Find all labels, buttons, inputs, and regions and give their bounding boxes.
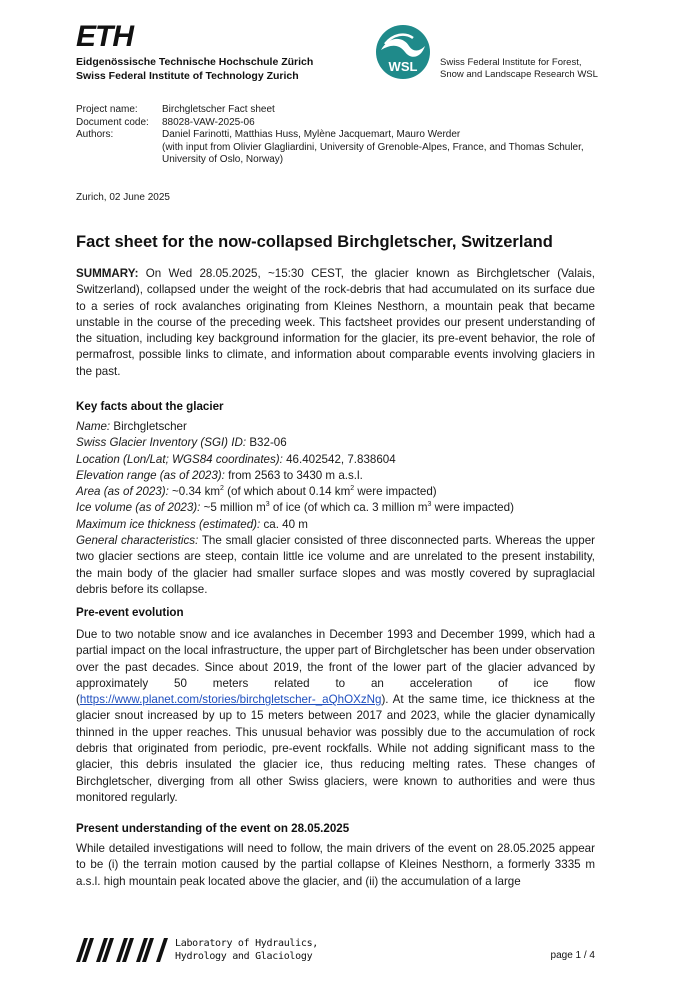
meta-code-key: Document code: bbox=[76, 116, 149, 128]
wsl-logo-text: WSL bbox=[388, 59, 418, 74]
fact-value: ~0.34 km bbox=[168, 485, 221, 499]
fact-value: were impacted) bbox=[431, 501, 514, 515]
fact-sgi-id bbox=[76, 435, 595, 451]
meta-authors-names: Daniel Farinotti, Matthias Huss, Mylène Jacquemart, Mauro Werder bbox=[162, 129, 461, 141]
meta-project-key: Project name: bbox=[76, 104, 138, 115]
page-title: Fact sheet for the now-collapsed Birchgletscher, Switzerland bbox=[76, 233, 553, 251]
fact-value: of ice (of which ca. 3 million m bbox=[269, 501, 428, 515]
meta-project-row bbox=[76, 104, 602, 117]
pre-event-text-2: ). At the same time, ice thickness at the glacier snout increased by up to 15 meters between 2017 and 2023, while the glacier dynamically thinned in the upper reaches. This unusual behavior was possibly due to the accumulation of rock debris that originated from periodic, pre-event rockfalls. While not adding significant mass to the glacier, this debris insulated the glacier ice, thus reducing melting rates. These changes of Birchgletscher, diverging from all other Swiss glaciers, were known to authorities and were thus monitored regularly. bbox=[76, 693, 595, 804]
pre-event-text-1: Due to two notable snow and ice avalanches in December 1993 and December 1999, which had a partial impact on the local infrastructure, the upper part of Birchgletscher has been under observation over the past decades. Since about 2019, the front of the lower part of the glacier advanced by approximately 50 meters related to an acceleration of ice flow ( bbox=[76, 628, 595, 707]
fact-value: from 2563 to 3430 m a.s.l. bbox=[224, 468, 363, 482]
fact-max-thickness bbox=[76, 517, 595, 533]
pre-event-heading: Pre-event evolution bbox=[76, 606, 184, 619]
meta-project-value: Birchgletscher Fact sheet bbox=[162, 104, 275, 115]
fact-ice-volume bbox=[76, 500, 595, 516]
superscript: 2 bbox=[220, 485, 224, 493]
key-facts-heading: Key facts about the glacier bbox=[76, 400, 224, 413]
fact-value: Birchgletscher bbox=[110, 420, 187, 433]
fact-value: ca. 40 m bbox=[260, 517, 308, 531]
summary-lead: SUMMARY: bbox=[76, 267, 139, 280]
eth-name-german: Eidgenössische Technische Hochschule Zürich bbox=[76, 56, 314, 68]
meta-authors-note: (with input from Olivier Glagliardini, University of Grenoble-Alpes, France, and Thomas Schuler, University of Oslo, Norway) bbox=[162, 141, 584, 166]
present-understanding-heading: Present understanding of the event on 28.05.2025 bbox=[76, 822, 350, 835]
fact-key: Location (Lon/Lat; WGS84 coordinates): bbox=[76, 452, 283, 466]
meta-authors-value bbox=[162, 129, 602, 167]
wsl-logo-icon bbox=[375, 24, 431, 80]
superscript: 3 bbox=[427, 501, 432, 509]
meta-code-row bbox=[76, 117, 602, 130]
wsl-name-line1: Swiss Federal Institute for Forest, bbox=[440, 57, 582, 68]
meta-authors-row bbox=[76, 129, 602, 167]
eth-name-english: Swiss Federal Institute of Technology Zurich bbox=[76, 70, 299, 82]
summary-paragraph bbox=[76, 266, 595, 380]
document-date: Zurich, 02 June 2025 bbox=[76, 192, 170, 203]
fact-key: Ice volume (as of 2023): bbox=[76, 501, 201, 515]
fact-key: Name: bbox=[76, 420, 111, 433]
summary-text: On Wed 28.05.2025, ~15:30 CEST, the glacier known as Birchgletscher (Valais, Switzerland), collapsed under the weight of the rock-debris that had accumulated on its surface due to a series of rock avalanches originating from Kleines Nesthorn, a mountain peak that became unstable in the course of the preceding week. This factsheet provides our present understanding of the situation, including key background information for the glacier, its pre-event behavior, the role of permafrost, possible links to climate, and information about comparable events involving glaciers in the past. bbox=[76, 267, 595, 378]
fact-value: 46.402542, 7.838604 bbox=[282, 452, 396, 466]
fact-key: Area (as of 2023): bbox=[76, 485, 169, 499]
vaw-name-line1: Laboratory of Hydraulics, bbox=[175, 938, 319, 949]
fact-value: (of which about 0.14 km bbox=[223, 485, 351, 499]
vaw-logo-icon bbox=[76, 938, 168, 962]
page-number: page 1 / 4 bbox=[550, 950, 595, 961]
eth-logo: ETH bbox=[76, 20, 133, 53]
key-facts-list bbox=[76, 419, 595, 598]
fact-key: General characteristics: bbox=[76, 534, 199, 548]
superscript: 3 bbox=[265, 501, 270, 509]
present-understanding-paragraph: While detailed investigations will need to follow, the main drivers of the event on 28.05.2025 appear to be (i) the terrain motion caused by the partial collapse of Kleines Nesthorn, a formerly 3335 m a.s.l. high mountain peak located above the glacier, and (ii) the accumulation of a large bbox=[76, 842, 595, 888]
fact-value: ~5 million m bbox=[200, 501, 266, 515]
meta-code-value: 88028-VAW-2025-06 bbox=[162, 116, 255, 128]
superscript: 2 bbox=[350, 485, 355, 493]
fact-elevation bbox=[76, 468, 595, 484]
fact-key: Swiss Glacier Inventory (SGI) ID: bbox=[76, 436, 247, 450]
planet-story-link[interactable]: https://www.planet.com/stories/birchgletscher-_aQhOXzNg bbox=[79, 693, 382, 707]
vaw-name-line2: Hydrology and Glaciology bbox=[175, 951, 313, 962]
fact-key: Maximum ice thickness (estimated): bbox=[76, 517, 261, 531]
fact-area bbox=[76, 484, 595, 500]
fact-value: The small glacier consisted of three disconnected parts. Whereas the upper two glacier sections are steep, contain little ice volume and are unrelated to the present instability, the main body of the glacier had smaller surface slopes and was mostly covered by supraglacial debris before its collapse. bbox=[76, 534, 596, 596]
fact-key: Elevation range (as of 2023): bbox=[76, 468, 225, 482]
meta-authors-key: Authors: bbox=[76, 129, 114, 141]
fact-value: were impacted) bbox=[354, 485, 437, 499]
fact-location bbox=[76, 452, 595, 468]
fact-name bbox=[76, 419, 595, 435]
wsl-name-line2: Snow and Landscape Research WSL bbox=[440, 69, 598, 80]
pre-event-paragraph bbox=[76, 627, 595, 806]
fact-value: B32-06 bbox=[246, 436, 287, 450]
fact-general bbox=[76, 533, 595, 598]
document-meta bbox=[76, 104, 602, 167]
